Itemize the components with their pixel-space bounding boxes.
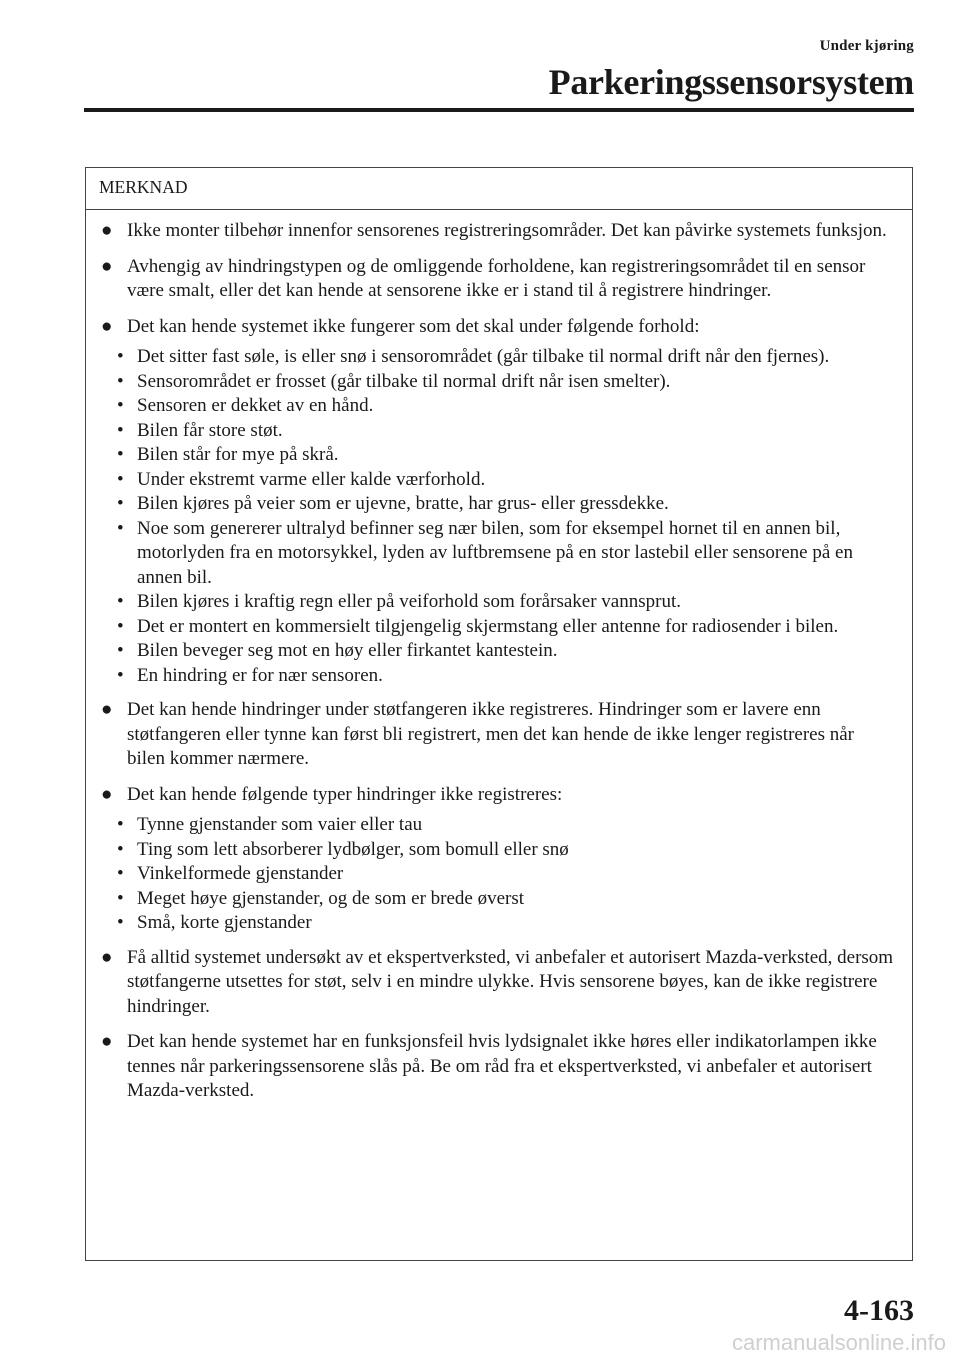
note-bullet-text: Det kan hende systemet har en funksjonsfeil hvis lydsignalet ikke høres eller indikatorlampen ikke tennes når parkeringssensorene slås på. Be om råd fra et ekspertverksted, vi anbefaler et autorisert Mazda-verksted. <box>127 1031 877 1101</box>
note-body <box>86 210 912 1104</box>
bullet-icon: • <box>117 346 124 367</box>
note-bullet <box>101 1030 894 1104</box>
note-bullet <box>101 783 894 808</box>
list-item: • Bilen får store støt. <box>117 419 894 444</box>
note-bullet-text: Det kan hende systemet ikke fungerer som det skal under følgende forhold: <box>127 315 700 337</box>
list-item: • Bilen beveger seg mot en høy eller firkantet kantestein. <box>117 639 894 664</box>
note-bullet <box>101 698 894 772</box>
list-item: • Sensoren er dekket av en hånd. <box>117 394 894 419</box>
list-item: • Bilen kjøres på veier som er ujevne, bratte, har grus- eller gressdekke. <box>117 492 894 517</box>
bullet-icon: • <box>117 887 124 909</box>
list-item: • En hindring er for nær sensoren. <box>117 664 894 689</box>
bullet-icon: ● <box>101 315 113 337</box>
bullet-icon: • <box>117 591 124 612</box>
bullet-icon: • <box>117 493 124 514</box>
bullet-icon: • <box>117 395 124 416</box>
bullet-icon: ● <box>101 783 113 805</box>
list-item: • Bilen står for mye på skrå. <box>117 443 894 468</box>
page-number: 4-163 <box>844 1294 914 1327</box>
note-bullet-text: Få alltid systemet undersøkt av et ekspertverksted, vi anbefaler et autorisert Mazda-verksted, dersom støtfangerne utsettes for støt, selv i en mindre ulykke. Hvis sensorene bøyes, kan de ikke registrere hindringer. <box>127 946 894 1017</box>
list-item: • Sensorområdet er frosset (går tilbake til normal drift når isen smelter). <box>117 370 894 395</box>
section-label: Under kjøring <box>819 38 914 54</box>
bullet-icon: ● <box>101 946 113 968</box>
bullet-icon: • <box>117 615 124 637</box>
note-box <box>85 167 913 1261</box>
bullet-icon: • <box>117 419 124 441</box>
list-item: • Noe som genererer ultralyd befinner seg nær bilen, som for eksempel hornet til en annen bil, motorlyden fra en motorsykkel, lyden av luftbremsene på en stor lastebil eller sensorene på en annen bil. <box>117 517 894 591</box>
header-rule <box>84 108 914 112</box>
list-item: • Under ekstremt varme eller kalde værforhold. <box>117 468 894 493</box>
page-header <box>549 38 914 103</box>
list-item: • Bilen kjøres i kraftig regn eller på veiforhold som forårsaker vannsprut. <box>117 590 894 615</box>
note-bullet-text: Det kan hende følgende typer hindringer ikke registreres: <box>127 783 563 805</box>
page-title: Parkeringssensorsystem <box>548 62 914 102</box>
note-bullet <box>101 946 894 1020</box>
bullet-icon: • <box>117 814 124 835</box>
bullet-icon: ● <box>101 255 113 277</box>
list-item: • Det er montert en kommersielt tilgjengelig skjermstang eller antenne for radiosender i bilen. <box>117 615 894 640</box>
note-bullet-text: Det kan hende hindringer under støtfangeren ikke registreres. Hindringer som er lavere enn støtfangeren eller tynne kan først bli registrert, men det kan hende de ikke lenger registreres når bilen kommer nærmere. <box>127 699 854 769</box>
note-bullet <box>101 255 894 304</box>
list-item: • Små, korte gjenstander <box>117 911 894 936</box>
note-bullet <box>101 315 894 340</box>
bullet-icon: • <box>117 468 124 490</box>
list-item: • Tynne gjenstander som vaier eller tau <box>117 813 894 838</box>
list-item: • Det sitter fast søle, is eller snø i sensorområdet (går tilbake til normal drift når den fjernes). <box>117 345 894 370</box>
bullet-icon: • <box>117 863 124 884</box>
condition-list <box>101 345 894 688</box>
note-bullet-text: Avhengig av hindringstypen og de omliggende forholdene, kan registreringsområdet til en sensor være smalt, eller det kan hende at sensorene ikke er i stand til å registrere hindringer. <box>127 255 866 301</box>
note-heading: MERKNAD <box>86 168 912 210</box>
list-item: • Meget høye gjenstander, og de som er brede øverst <box>117 887 894 912</box>
watermark: carmanualsonline.info <box>731 1330 946 1355</box>
bullet-icon: • <box>117 517 124 539</box>
bullet-icon: • <box>117 370 124 392</box>
bullet-icon: • <box>117 444 124 465</box>
list-item: • Vinkelformede gjenstander <box>117 862 894 887</box>
bullet-icon: ● <box>101 1031 113 1052</box>
bullet-icon: • <box>117 664 124 686</box>
obstacle-list <box>101 813 894 936</box>
bullet-icon: ● <box>101 220 113 241</box>
list-item: • Ting som lett absorberer lydbølger, som bomull eller snø <box>117 838 894 863</box>
bullet-icon: • <box>117 912 124 933</box>
bullet-icon: ● <box>101 699 113 720</box>
bullet-icon: • <box>117 838 124 860</box>
note-bullet <box>101 219 894 244</box>
bullet-icon: • <box>117 640 124 661</box>
note-bullet-text: Ikke monter tilbehør innenfor sensorenes registreringsområder. Det kan påvirke systemets funksjon. <box>127 220 887 241</box>
